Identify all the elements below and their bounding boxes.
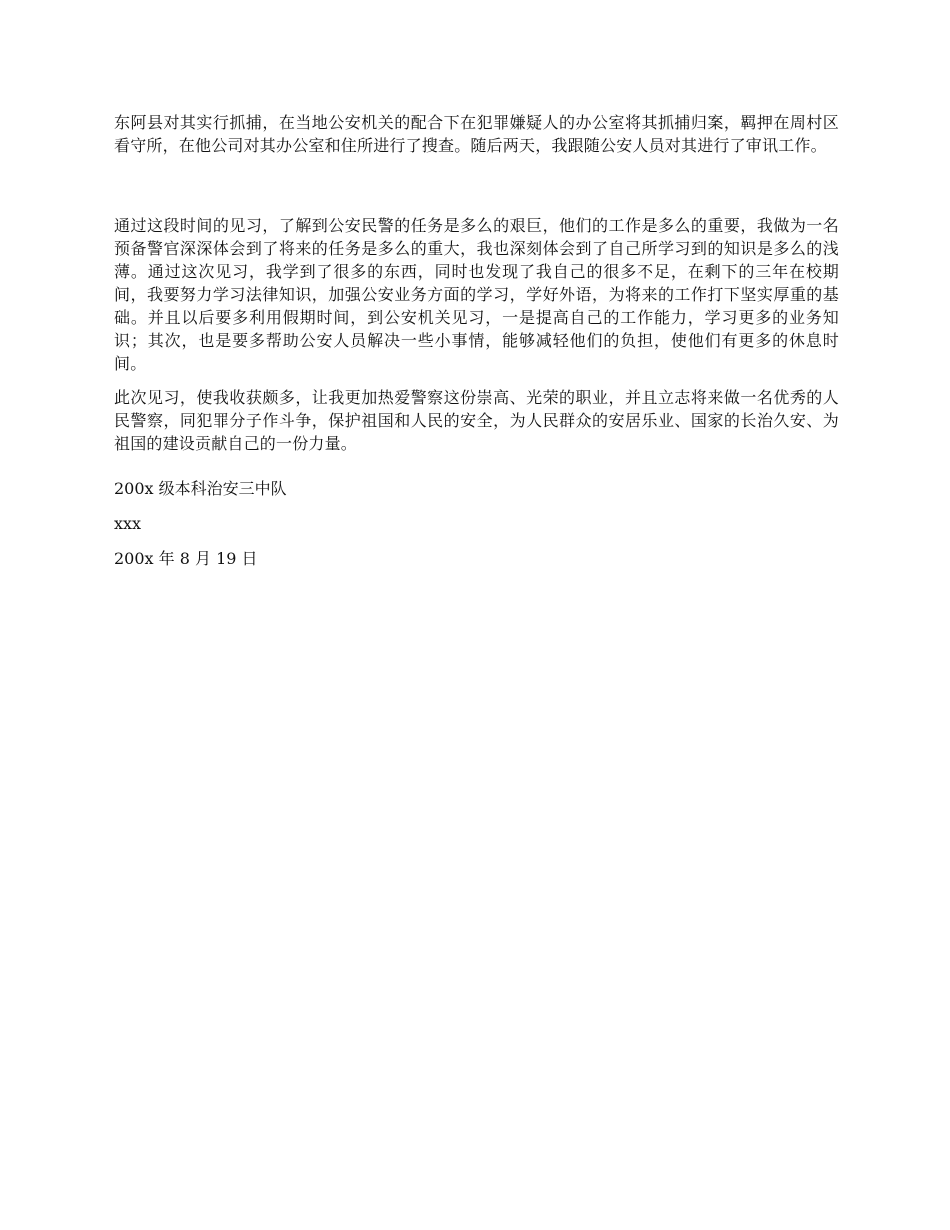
signature-name: xxx [114, 514, 142, 533]
paragraph-conclusion: 此次见习，使我收获颇多，让我更加热爱警察这份崇高、光荣的职业，并且立志将来做一名优秀的人民警察，同犯罪分子作斗争，保护祖国和人民的安全，为人民群众的安居乐业、国家的长治久安、为祖国的建设贡献自己的一份力量。 [114, 388, 839, 453]
signature-unit: 200x 级本科治安三中队 [114, 479, 287, 498]
document-body [114, 111, 839, 582]
paragraph-arrest: 东阿县对其实行抓捕，在当地公安机关的配合下在犯罪嫌疑人的办公室将其抓捕归案，羁押在周村区看守所，在他公司对其办公室和住所进行了搜查。随后两天，我跟随公安人员对其进行了审讯工作。 [114, 113, 839, 155]
signature-date: 200x 年 8 月 19 日 [114, 549, 258, 568]
paragraph-reflection: 通过这段时间的见习，了解到公安民警的任务是多么的艰巨，他们的工作是多么的重要，我做为一名预备警官深深体会到了将来的任务是多么的重大，我也深刻体会到了自己所学习到的知识是多么的浅薄。通过这次见习，我学到了很多的东西，同时也发现了我自己的很多不足，在剩下的三年在校期间，我要努力学习法律知识，加强公安业务方面的学习，学好外语，为将来的工作打下坚实厚重的基础。并且以后要多利用假期时间，到公安机关见习，一是提高自己的工作能力，学习更多的业务知识；其次，也是要多帮助公安人员解决一些小事情，能够减轻他们的负担，使他们有更多的休息时间。 [114, 216, 839, 373]
